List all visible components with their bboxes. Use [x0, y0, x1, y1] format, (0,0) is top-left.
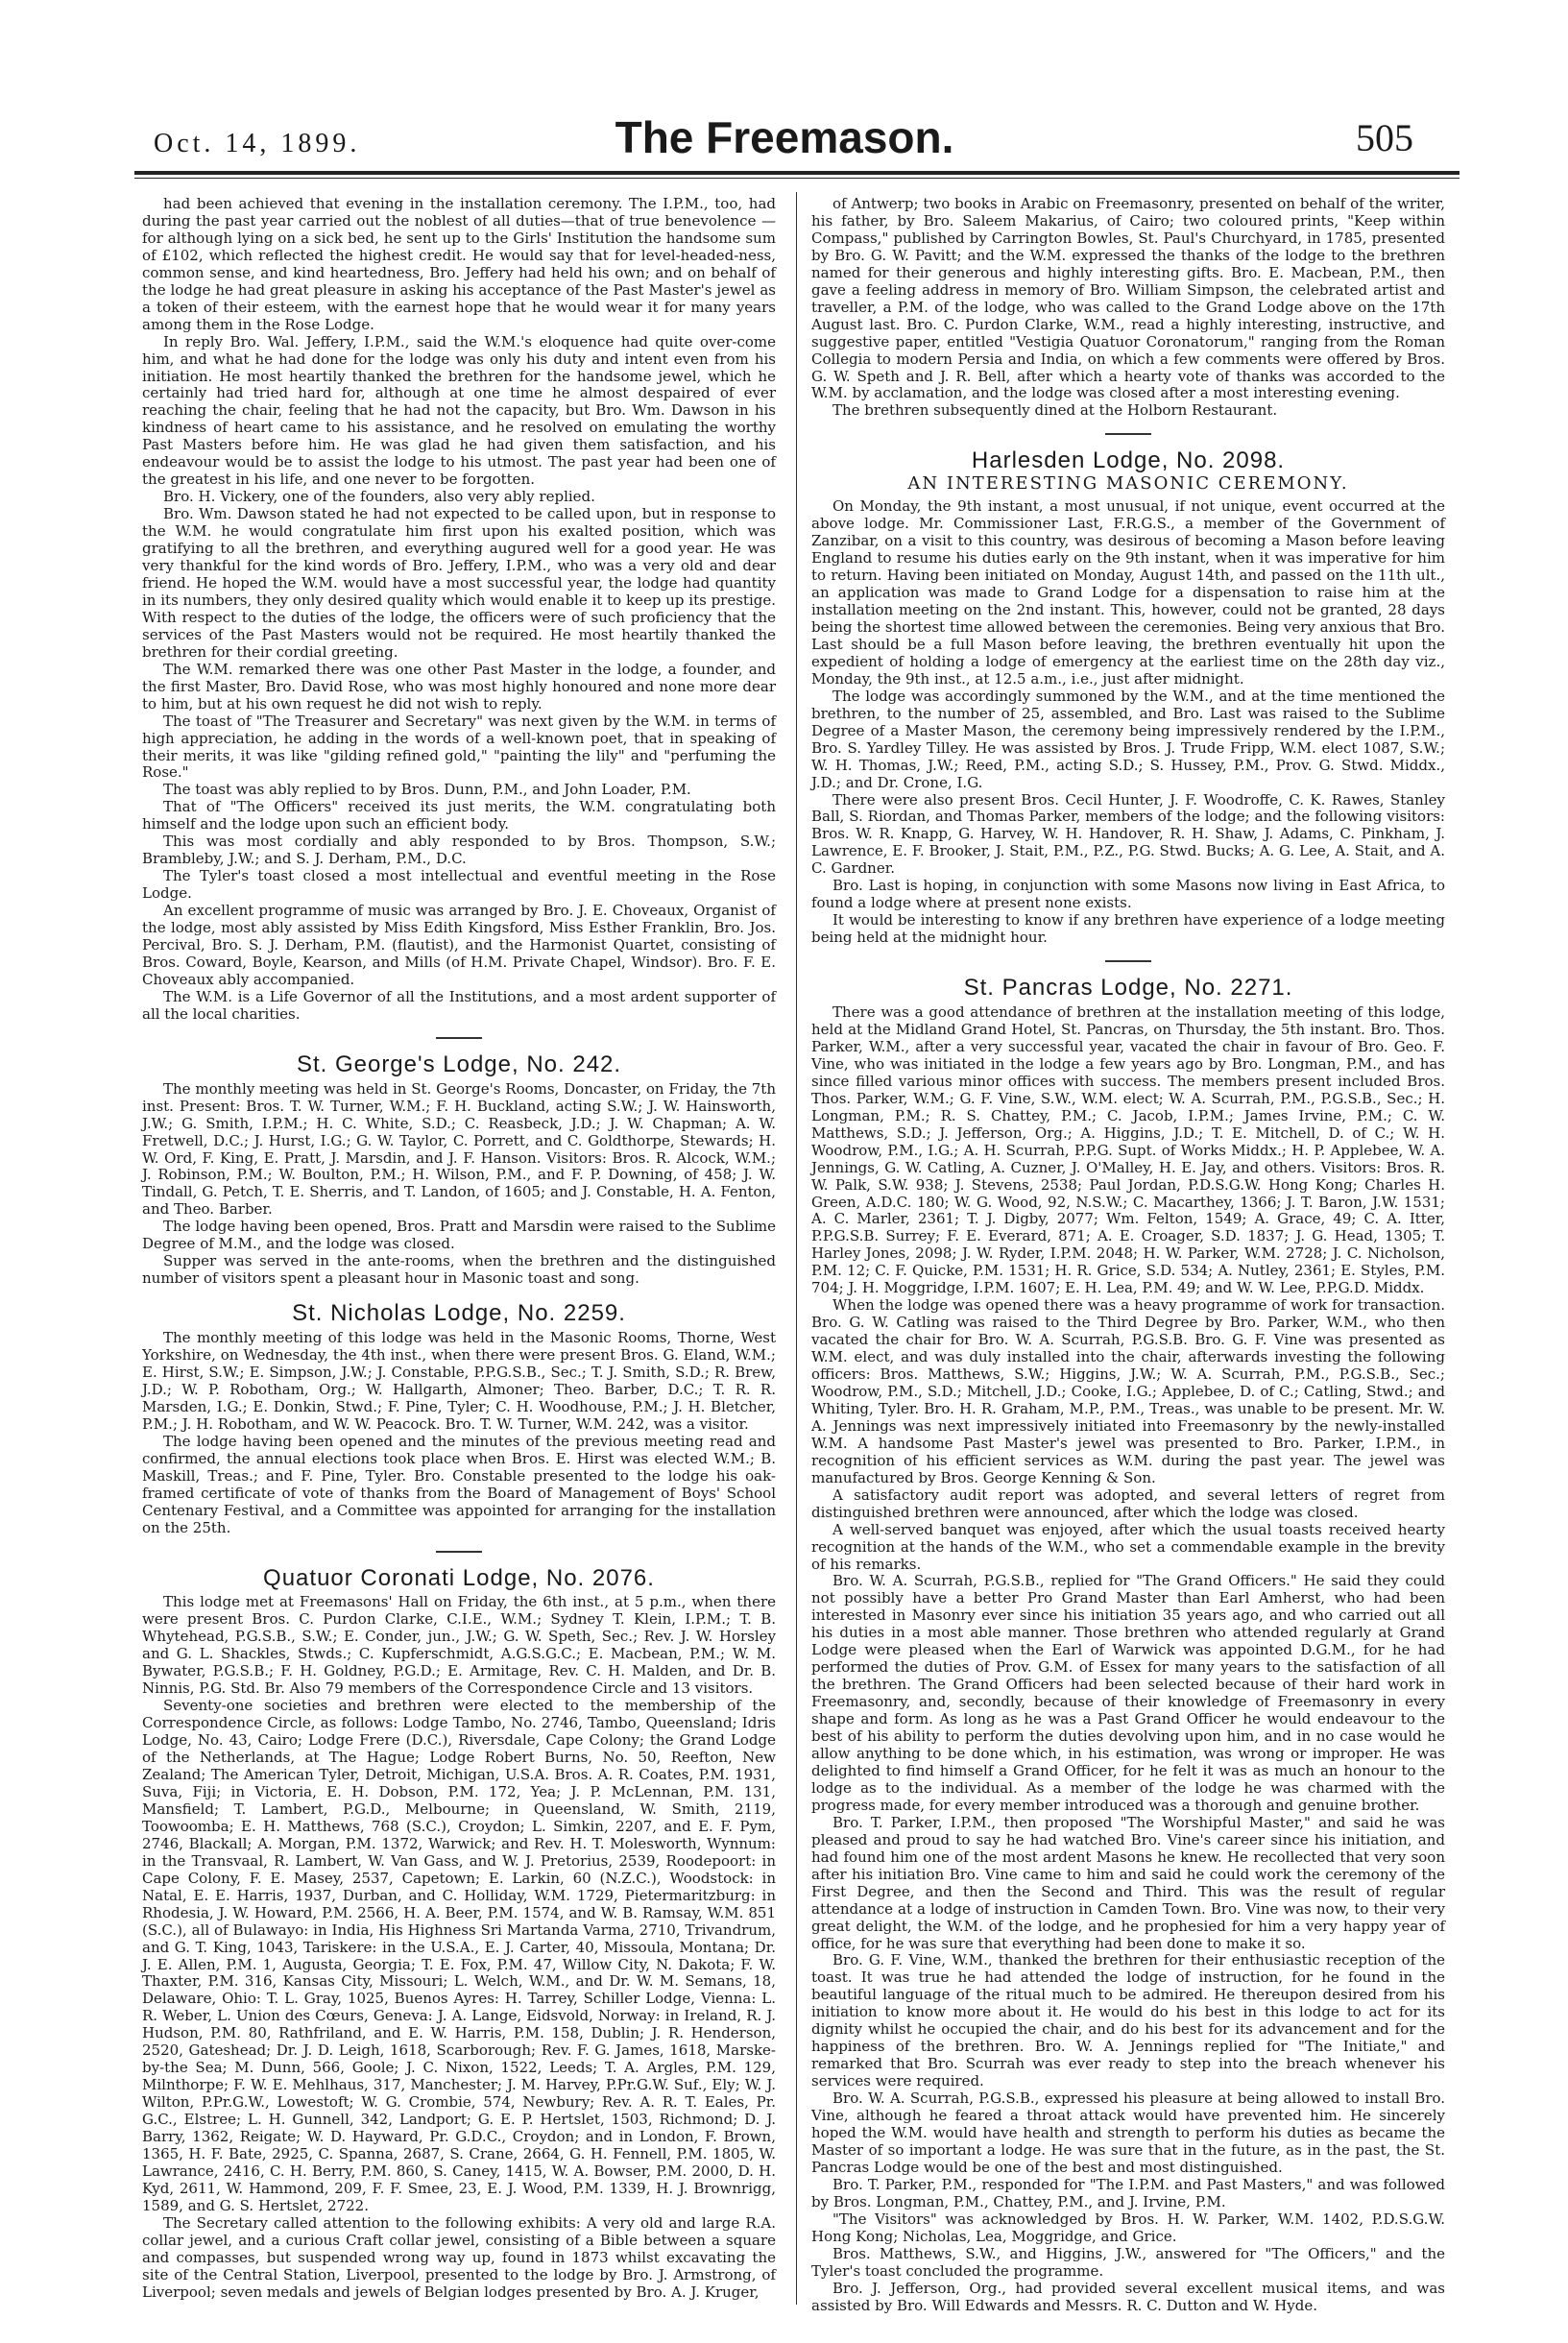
paragraph: This was most cordially and ably responded to by Bros. Thompson, S.W.; Brambleby, J.W.; and S. J. Derham, P.M., D.C. — [142, 833, 776, 868]
paragraph: The Tyler's toast closed a most intellectual and eventful meeting in the Rose Lodge. — [142, 867, 776, 903]
header-rule-thin — [134, 178, 1459, 179]
section-heading-quatuor-coronati: Quatuor Coronati Lodge, No. 2076. — [263, 1564, 655, 1591]
paragraph: Bro. Wm. Dawson stated he had not expected to be called upon, but in response to the W.M. he would congratulate him first upon his exalted position, which was gratifying to all the brethren, and everything augured well for a good year. He was very thankful for the kind words of Bro. Jeffery, I.P.M., who was a very old and dear friend. He hoped the W.M. would have a most successful year, the lodge had quantity in its numbers, they only desired quality which would enable it to keep up its prestige. With respect to the duties of the lodge, the officers were of such proficiency that the services of the Past Masters would not be required. He most heartily thanked the brethren for their cordial greeting. — [142, 505, 776, 661]
paragraph: On Monday, the 9th instant, a most unusual, if not unique, event occurred at the above lodge. Mr. Commissioner Last, F.R.G.S., a member of the Government of Zanzibar, on a visit to this country, was desirous of becoming a Mason before leaving England to resume his duties early on the 9th instant, when it was imperative for him to return. Having been initiated on Monday, August 14th, and passed on the 11th ult., an application was made to Grand Lodge for a dispensation to raise him at the installation meeting on the 2nd instant. This, however, could not be granted, 28 days being the shortest time allowed between the ceremonies. Being very anxious that Bro. Last should be a full Mason before leaving, the brethren eventually hit upon the expedient of holding a lodge of emergency at the earliest time on the 28th day viz., Monday, the 9th inst., at 12.5 a.m., i.e., just after midnight. — [811, 497, 1445, 688]
paragraph: The brethren subsequently dined at the Holborn Restaurant. — [832, 401, 1278, 420]
paragraph: A well-served banquet was enjoyed, after which the usual toasts received hearty recognition at the hands of the W.M., who set a commendable example in the brevity of his remarks. — [811, 1520, 1445, 1573]
left-column — [142, 196, 776, 2302]
paragraph: The lodge having been opened and the minutes of the previous meeting read and confirmed, the annual elections took place when Bros. E. Hirst was elected W.M.; B. Maskill, Treas.; and F. Pine, Tyler. Bro. Constable presented to the lodge his oak-framed certificate of vote of thanks from the Board of Management of Boys' School Centenary Festival, and a Committee was appointed for arranging for the installation on the 25th. — [142, 1432, 776, 1536]
paragraph: Bro. T. Parker, I.P.M., then proposed "The Worshipful Master," and said he was pleased and proud to say he had watched Bro. Vine's career since his initiation, and had found him one of the most ardent Masons he knew. He recollected that very soon after his initiation Bro. Vine came to him and said he could work the ceremony of the First Degree, and then the Second and Third. This was the result of regular attendance at a lodge of instruction in Camden Town. Bro. Vine was now, to their very great delight, the W.M. of the lodge, and he prophesied for him a very happy year of office, for he was sure that everything had been done to make it so. — [811, 1813, 1445, 1952]
masthead — [127, 111, 1442, 165]
header-rule-thick — [134, 171, 1459, 175]
paragraph: "The Visitors" was acknowledged by Bros. H. W. Parker, W.M. 1402, P.D.S.G.W. Hong Kong; Nicholas, Lea, Moggridge, and Grice. — [811, 2210, 1445, 2245]
paragraph: had been achieved that evening in the installation ceremony. The I.P.M., too, had during the past year carried out the noblest of all duties—that of true benevolence —for although lying on a sick bed, he sent up to the Girls' Institution the handsome sum of £102, which reflected the highest credit. He would say that for level-headed-ness, common sense, and kind heartedness, Bro. Jeffery had held his own; and on behalf of the lodge he had great pleasure in asking his acceptance of the Past Master's jewel as a token of their esteem, with the earnest hope that he would wear it for many years among them in the Rose Lodge. — [142, 195, 776, 333]
paragraph: The monthly meeting of this lodge was held in the Masonic Rooms, Thorne, West Yorkshire, on Wednesday, the 4th inst., when there were present Bros. G. Eland, W.M.; E. Hirst, S.W.; E. Simpson, J.W.; J. Constable, P.P.G.S.B., Sec.; T. J. Smith, S.D.; R. Brew, J.D.; W. P. Robotham, Org.; W. Hallgarth, Almoner; Theo. Barber, D.C.; T. R. R. Marsden, I.G.; E. Donkin, Stwd.; F. Pine, Tyler; C. H. Woodhouse, P.M.; J. H. Bletcher, P.M.; J. H. Robotham, and W. W. Peacock. Bro. T. W. Turner, W.M. 242, was a visitor. — [142, 1329, 776, 1433]
paragraph: Seventy-one societies and brethren were elected to the membership of the Correspondence Circle, as follows: Lodge Tambo, No. 2746, Tambo, Queensland; Idris Lodge, No. 43, Cairo; Lodge Frere (D.C.), Riversdale, Cape Colony; the Grand Lodge of the Netherlands, at The Hague; Lodge Robert Burns, No. 50, Reefton, New Zealand; The American Tyler, Detroit, Michigan, U.S.A. Bros. A. R. Coates, P.M. 1931, Suva, Fiji; in Victoria, E. H. Dobson, P.M. 172, Yea; J. P. McLennan, P.M. 131, Mansfield; T. Lambert, P.G.D., Melbourne; in Queensland, W. Smith, 2119, Toowoomba; E. H. Matthews, 768 (S.C.), Croydon; L. Simkin, 2207, and E. F. Pym, 2746, Blackall; A. Morgan, P.M. 1372, Warwick; and Rev. H. T. Molesworth, Wynnum: in the Transvaal, R. Lambert, W. Van Gass, and W. J. Pretorius, 2539, Roodepoort: in Cape Colony, F. E. Masey, 2537, Capetown; E. Larkin, 60 (N.Z.C.), Woodstock: in Natal, E. E. Harris, 1937, Durban, and C. Holliday, W.M. 1729, Pietermaritzburg: in Rhodesia, J. W. Howard, P.M. 2566, H. A. Beer, P.M. 1574, and W. B. Ramsay, W.M. 851 (S.C.), all of Bulawayo: in India, His Highness Sri Martanda Varma, 2710, Trivandrum, and G. T. King, 1043, Tariskere: in the U.S.A., E. J. Carter, 40, Missoula, Montana; Dr. J. E. Allen, P.M. 1, Augusta, Georgia; T. E. Fox, P.M. 47, Willow City, N. Dakota; F. W. Thaxter, P.M. 316, Kansas City, Missouri; L. Welch, W.M., and Dr. W. M. Semans, 18, Delaware, Ohio: T. L. Gray, 1025, Buenos Ayres: H. Tarrey, Schiller Lodge, Vienna: L. R. Weber, L. Union des Cœurs, Geneva: J. A. Lange, Eidsvold, Norway: in Ireland, R. J. Hudson, P.M. 80, Rathfriland, and E. W. Harris, P.M. 158, Dublin; J. R. Henderson, 2520, Gateshead; Dr. J. D. Leigh, 1618, Scarborough; Rev. F. G. James, 1618, Marske-by-the Sea; M. Dunn, 566, Goole; J. C. Nixon, 1522, Leeds; T. A. Argles, P.M. 129, Milnthorpe; F. W. E. Mehlhaus, 317, Manchester; J. M. Harvey, P.Pr.G.W. Suf., Ely; W. J. Wilton, P.Pr.G.W., Lowestoft; W. G. Crombie, 574, Newbury; Rev. A. R. T. Eales, Pr. G.C., Elstree; L. H. Gunnell, 342, Landport; G. E. P. Hertslet, 1503, Richmond; D. J. Barry, 1362, Reigate; W. D. Hayward, Pr. G.D.C., Croydon; and in London, F. Brown, 1365, H. F. Bate, 2925, C. Spanna, 2687, S. Crane, 2664, G. H. Fennell, P.M. 1805, W. Lawrance, 2416, C. H. Berry, P.M. 860, S. Caney, 1415, W. A. Bowser, P.M. 2000, D. H. Kyd, 2611, W. Hammond, 209, F. F. Smee, 23, E. J. Wood, P.M. 1339, H. J. Brownrigg, 1589, and G. S. Hertslet, 2722. — [142, 1697, 776, 2214]
paragraph: The lodge having been opened, Bros. Pratt and Marsdin were raised to the Sublime Degree of M.M., and the lodge was closed. — [142, 1218, 776, 1253]
paragraph: The toast was ably replied to by Bros. Dunn, P.M., and John Loader, P.M. — [163, 781, 691, 799]
column-divider — [796, 192, 797, 2305]
paragraph: Bros. Matthews, S.W., and Higgins, J.W., answered for "The Officers," and the Tyler's toast concluded the programme. — [811, 2244, 1445, 2280]
section-rule — [436, 1551, 482, 1553]
issue-date: Oct. 14, 1899. — [154, 129, 361, 158]
paragraph: of Antwerp; two books in Arabic on Freemasonry, presented on behalf of the writer, his father, by Bro. Saleem Makarius, of Cairo; two coloured prints, "Keep within Compass," published by Carrington Bowles, St. Paul's Churchyard, in 1785, presented by Bro. G. W. Pavitt; and the W.M. expressed the thanks of the lodge to the brethren named for their generous and highly interesting gifts. Bro. E. Macbean, P.M., then gave a feeling address in memory of Bro. William Simpson, the celebrated artist and traveller, a P.M. of the lodge, who was called to the Grand Lodge above on the 17th August last. Bro. C. Purdon Clarke, W.M., read a highly interesting, instructive, and suggestive paper, entitled "Vestigia Quatuor Coronatorum," ranging from the Roman Collegia to modern Persia and India, on which a few comments were offered by Bros. G. W. Speth and J. R. Bell, after which a hearty vote of thanks was accorded to the W.M. by acclamation, and the lodge was closed after a most interesting evening. — [811, 195, 1445, 402]
paragraph: It would be interesting to know if any brethren have experience of a lodge meeting being held at the midnight hour. — [811, 911, 1445, 947]
paragraph: Bro. W. A. Scurrah, P.G.S.B., expressed his pleasure at being allowed to install Bro. Vine, although he feared a throat attack would have prevented him. He sincerely hoped the W.M. would have health and strength to perform his duties as became the Master of so important a lodge. He was sure that in the future, as in the past, the St. Pancras Lodge would be one of the best and most distinguished. — [811, 2089, 1445, 2176]
paragraph: The monthly meeting was held in St. George's Rooms, Doncaster, on Friday, the 7th inst. Present: Bros. T. W. Turner, W.M.; F. H. Buckland, acting S.W.; J. W. Hainsworth, J.W.; G. Smith, I.P.M.; H. C. White, S.D.; C. Reasbeck, J.D.; J. W. Chapman; A. W. Fretwell, D.C.; J. Hurst, I.G.; G. W. Taylor, C. Porrett, and C. Goldthorpe, Stewards; H. W. Ord, F. King, E. Pratt, J. Marsdin, and J. F. Hanson. Visitors: Bros. R. Alcock, W.M.; J. Robinson, P.M.; W. Boulton, P.M.; H. Wilson, P.M., and F. P. Downing, of 458; J. W. Tindall, G. Petch, T. E. Sherris, and T. Landon, of 1605; and J. Constable, H. A. Fenton, and Theo. Barber. — [142, 1079, 776, 1219]
paragraph: Bro. T. Parker, P.M., responded for "The I.P.M. and Past Masters," and was followed by Bros. Longman, P.M., Chattey, P.M., and J. Irvine, P.M. — [811, 2175, 1445, 2210]
paragraph: In reply Bro. Wal. Jeffery, I.P.M., said the W.M.'s eloquence had quite over-come him, and what he had done for the lodge was only his duty and intent even from his initiation. He most heartily thanked the brethren for the handsome jewel, which he certainly had tried hard for, although at one time he almost despaired of ever reaching the chair, feeling that he had not the capacity, but Bro. Wm. Dawson in his kindness of heart came to his assistance, and he resolved on emulating the worthy Past Masters before him. He was glad he had given them satisfaction, and his endeavour would be to assist the lodge to his utmost. The past year had been one of the greatest in his life, and one never to be forgotten. — [142, 332, 776, 489]
paragraph: This lodge met at Freemasons' Hall on Friday, the 6th inst., at 5 p.m., when there were present Bros. C. Purdon Clarke, C.I.E., W.M.; Sydney T. Klein, I.P.M.; T. B. Whytehead, P.G.S.B., S.W.; E. Conder, jun., J.W.; G. W. Speth, Sec.; Rev. J. W. Horsley and G. L. Shackles, Stwds.; C. Kupferschmidt, A.G.S.G.C.; E. Macbean, P.M.; W. M. Bywater, P.G.S.B.; F. H. Goldney, P.G.D.; E. Armitage, Rev. C. H. Malden, and Dr. B. Ninnis, P.G. Std. Br. Also 79 members of the Correspondence Circle and 13 visitors. — [142, 1593, 776, 1698]
section-rule — [1105, 433, 1151, 435]
newspaper-title: The Freemason. — [615, 112, 954, 162]
paragraph: Bro. J. Jefferson, Org., had provided several excellent musical items, and was assisted by Bro. Will Edwards and Messrs. R. C. Dutton and W. Hyde. — [811, 2279, 1445, 2314]
paragraph: Bro. G. F. Vine, W.M., thanked the brethren for their enthusiastic reception of the toast. It was true he had attended the lodge of instruction, for he found in the beautiful language of the ritual much to be admired. He thereupon desired from his initiation to know more about it. He would do his best in this lodge to act for its dignity whilst he occupied the chair, and do his best for its advancement and for the happiness of the brethren. Bro. W. A. Jennings replied for "The Initiate," and remarked that Bro. Scurrah was ever ready to step into the breach whenever his services were required. — [811, 1951, 1445, 2090]
section-subheading-harlesden: AN INTERESTING MASONIC CEREMONY. — [907, 473, 1349, 495]
section-heading-st-georges: St. George's Lodge, No. 242. — [296, 1051, 622, 1077]
paragraph: The Secretary called attention to the following exhibits: A very old and large R.A. collar jewel, and a curious Craft collar jewel, consisting of a Bible between a square and compasses, but suspended wrong way up, found in 1873 whilst excavating the site of the Central Station, Liverpool, presented to the lodge by Bro. J. Armstrong, of Liverpool; seven medals and jewels of Belgian lodges presented by Bro. A. J. Kruger, — [142, 2213, 776, 2301]
section-heading-harlesden: Harlesden Lodge, No. 2098. — [971, 447, 1286, 474]
paragraph: Bro. H. Vickery, one of the founders, also very ably replied. — [163, 488, 595, 506]
paragraph: That of "The Officers" received its just merits, the W.M. congratulating both himself and the lodge upon such an efficient body. — [142, 798, 776, 833]
paragraph: An excellent programme of music was arranged by Bro. J. E. Choveaux, Organist of the lodge, most ably assisted by Miss Edith Kingsford, Miss Esther Franklin, Bro. Jos. Percival, Bro. S. J. Derham, P.M. (flautist), and the Harmonist Quartet, consisting of Bros. Coward, Boyle, Kearson, and Mills (of H.M. Private Chapel, Windsor). Bro. F. E. Choveaux ably accompanied. — [142, 902, 776, 988]
paragraph: Bro. Last is hoping, in conjunction with some Masons now living in East Africa, to found a lodge where at present none exists. — [811, 877, 1445, 912]
page-number: 505 — [1356, 116, 1413, 159]
paragraph: The lodge was accordingly summoned by the W.M., and at the time mentioned the brethren, to the number of 25, assembled, and Bro. Last was raised to the Sublime Degree of a Master Mason, the ceremony being impressively rendered by the I.P.M., Bro. S. Yardley Tilley. He was assisted by Bros. J. Trude Fripp, W.M. elect 1087, S.W.; W. H. Thomas, J.W.; Reed, P.M., acting S.D.; S. Hussey, P.M., Prov. G. Stwd. Middx., J.D.; and Dr. Crone, I.G. — [811, 687, 1445, 791]
paragraph: The W.M. remarked there was one other Past Master in the lodge, a founder, and the first Master, Bro. David Rose, who was most highly honoured and none more dear to him, but at his own request he did not wish to reply. — [142, 660, 776, 713]
paragraph: A satisfactory audit report was adopted, and several letters of regret from distinguished brethren were announced, after which the lodge was closed. — [811, 1486, 1445, 1521]
paragraph: Supper was served in the ante-rooms, when the brethren and the distinguished number of visitors spent a pleasant hour in Masonic toast and song. — [142, 1252, 776, 1288]
section-heading-st-nicholas: St. Nicholas Lodge, No. 2259. — [292, 1300, 626, 1327]
paragraph: There was a good attendance of brethren at the installation meeting of this lodge, held at the Midland Grand Hotel, St. Pancras, on Thursday, the 5th instant. Bro. Thos. Parker, W.M., after a very successful year, vacated the chair in favour of Bro. Geo. F. Vine, who was initiated in the lodge a few years ago by Bro. Longman, P.M., and has since filled various minor offices with success. The members present included Bros. Thos. Parker, W.M.; G. F. Vine, S.W., W.M. elect; W. A. Scurrah, P.M., P.G.S.B., Sec.; H. Longman, P.M.; R. S. Chattey, P.M.; C. Jacob, I.P.M.; James Irvine, P.M.; C. W. Matthews, S.D.; J. Jefferson, Org.; A. Higgins, J.D.; T. E. Mitchell, D. of C.; W. H. Woodrow, P.M., I.G.; A. H. Scurrah, P.P.G. Supt. of Works Middx.; H. P. Applebee, W. A. Jennings, G. W. Catling, A. Cuzner, J. O'Malley, H. E. Jay, and others. Visitors: Bros. R. W. Palk, S.W. 938; J. Stevens, 2538; Paul Jordan, P.D.S.G.W. Hong Kong; Charles H. Green, A.D.C. 180; W. G. Wood, 92, N.S.W.; C. Macarthey, 1366; J. T. Baron, J.W. 1531; A. C. Marler, 2361; T. J. Digby, 2077; Wm. Felton, 1549; A. Grace, 49; C. A. Itter, P.P.G.S.B. Surrey; F. E. Everard, 871; A. E. Croager, S.D. 1837; J. G. Head, 1305; T. Harley Jones, 2098; J. W. Ryder, I.P.M. 2048; H. W. Parker, W.M. 2728; J. C. Nicholson, P.M. 12; C. F. Quicke, P.M. 1531; H. R. Grice, S.D. 534; A. Nutley, 2361; E. Styles, P.M. 704; J. H. Moggridge, I.P.M. 1607; E. H. Lea, P.M. 49; and W. W. Lee, P.P.G.D. Middx. — [811, 1003, 1445, 1297]
section-rule — [1105, 960, 1151, 962]
paragraph: There were also present Bros. Cecil Hunter, J. F. Woodroffe, C. K. Rawes, Stanley Ball, S. Riordan, and Thomas Parker, members of the lodge; and the following visitors: Bros. W. R. Knapp, G. Harvey, W. H. Handover, R. H. Shaw, J. Adams, C. Pinkham, J. Lawrence, E. F. Brooker, J. Stait, P.M., P.Z., P.G. Stwd. Bucks; A. G. Lee, A. Stait, and A. C. Gardner. — [811, 790, 1445, 878]
paragraph: Bro. W. A. Scurrah, P.G.S.B., replied for "The Grand Officers." He said they could not possibly have a better Pro Grand Master than Earl Amherst, who had been interested in Masonry ever since his initiation 35 years ago, and who carried out all his duties in a most able manner. Those brethren who attended regularly at Grand Lodge were pleased when the Earl of Warwick was appointed D.G.M., for he had performed the duties of Prov. G.M. of Essex for many years to the satisfaction of all the brethren. The Grand Officers had been selected because of their hard work in Freemasonry, and, secondly, because of their knowledge of Freemasonry in every shape and form. As long as he was a Past Grand Officer he would endeavour to the best of his ability to perform the duties devolving upon him, and in no case would he allow anything to be done which, in his estimation, was wrong or improper. He was delighted to find himself a Grand Officer, for he felt it was as much an honour to the lodge as to the individual. As a member of the lodge he was charmed with the progress made, for every member introduced was a thorough and genuine brother. — [811, 1572, 1445, 1814]
section-rule — [436, 1037, 482, 1039]
paragraph: The toast of "The Treasurer and Secretary" was next given by the W.M. in terms of high appreciation, he adding in the words of a well-known poet, that in speaking of their merits, it was like "gilding refined gold," "painting the lily" and "perfuming the Rose." — [142, 712, 776, 782]
paragraph: When the lodge was opened there was a heavy programme of work for transaction. Bro. G. W. Catling was raised to the Third Degree by Bro. Parker, W.M., who then vacated the chair for Bro. W. A. Scurrah, P.G.S.B. Bro. G. F. Vine was presented as W.M. elect, and was duly installed into the chair, afterwards investing the following officers: Bros. Matthews, S.W.; Higgins, J.W.; W. A. Scurrah, P.M., P.G.S.B., Sec.; Woodrow, P.M., S.D.; Mitchell, J.D.; Cooke, I.G.; Applebee, D. of C.; Catling, Stwd.; and Whiting, Tyler. Bro. H. R. Graham, M.P., P.M., Treas., was unable to be present. Mr. W. A. Jennings was next impressively initiated into Freemasonry by the newly-installed W.M. A handsome Past Master's jewel was presented to Bro. Parker, I.P.M., in recognition of his efficient services as W.M. during the past year. The jewel was manufactured by Bros. George Kenning & Son. — [811, 1296, 1445, 1486]
section-heading-st-pancras: St. Pancras Lodge, No. 2271. — [963, 975, 1293, 1002]
paragraph: The W.M. is a Life Governor of all the Institutions, and a most ardent supporter of all the local charities. — [142, 987, 776, 1023]
right-column — [811, 196, 1445, 2314]
